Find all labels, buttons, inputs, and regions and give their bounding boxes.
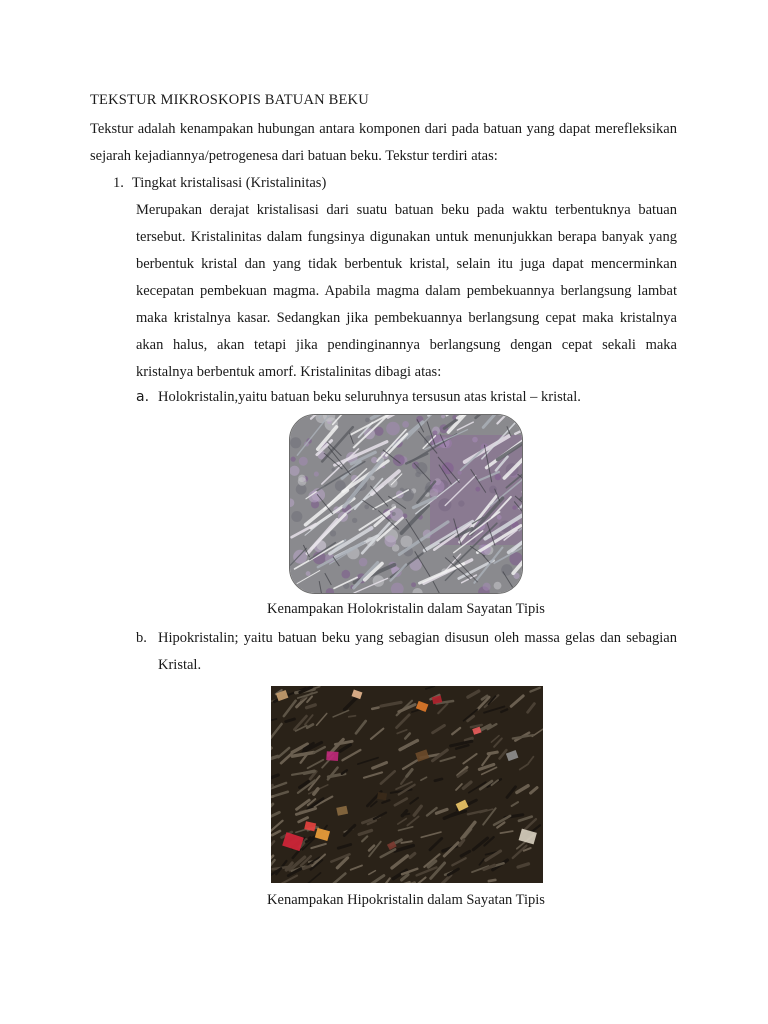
hipokristalin-thin-section-image (271, 686, 543, 883)
list-marker-b: b. (136, 630, 147, 646)
list-item-b (136, 625, 677, 679)
figure-caption-hipokristalin: Kenampakan Hipokristalin dalam Sayatan Tipis (267, 892, 545, 908)
section-number: 1. (113, 175, 124, 191)
figure-caption-holokristalin: Kenampakan Holokristalin dalam Sayatan Tipis (267, 601, 545, 617)
list-item-a (136, 384, 581, 411)
intro-paragraph: Tekstur adalah kenampakan hubungan antara komponen dari pada batuan yang dapat merefleksikan sejarah kejadiannya/petrogenesa dari batuan beku. Tekstur terdiri atas: (90, 121, 677, 164)
section-heading (113, 170, 326, 197)
section-body-paragraph: Merupakan derajat kristalisasi dari suatu batuan beku pada waktu terbentuknya batuan tersebut. Kristalinitas dalam fungsinya digunakan untuk menunjukkan berapa banyak yang berbentuk kristal dan yang tidak berbentuk kristal, selain itu juga dapat mencerminkan kecepatan pembekuan magma. Apabila magma dalam pembekuannya berlangsung lambat maka kristalnya kasar. Sedangkan jika pembekuannya berlangsung cepat maka kristalnya akan halus, akan tetapi jika pendinginannya berlangsung dengan cepat sekali maka kristalnya berbentuk amorf. Kristalinitas dibagi atas: (136, 202, 677, 380)
page-title: TEKSTUR MIKROSKOPIS BATUAN BEKU (90, 92, 369, 108)
list-item-a-text: Holokristalin,yaitu batuan beku seluruhnya tersusun atas kristal – kristal. (158, 389, 581, 405)
list-item-b-text: Hipokristalin; yaitu batuan beku yang sebagian disusun oleh massa gelas dan sebagian Kristal. (158, 630, 677, 673)
section-heading-label: Tingkat kristalisasi (Kristalinitas) (131, 175, 327, 191)
holokristalin-thin-section-image (289, 414, 523, 594)
list-marker-a: a. (136, 389, 150, 405)
